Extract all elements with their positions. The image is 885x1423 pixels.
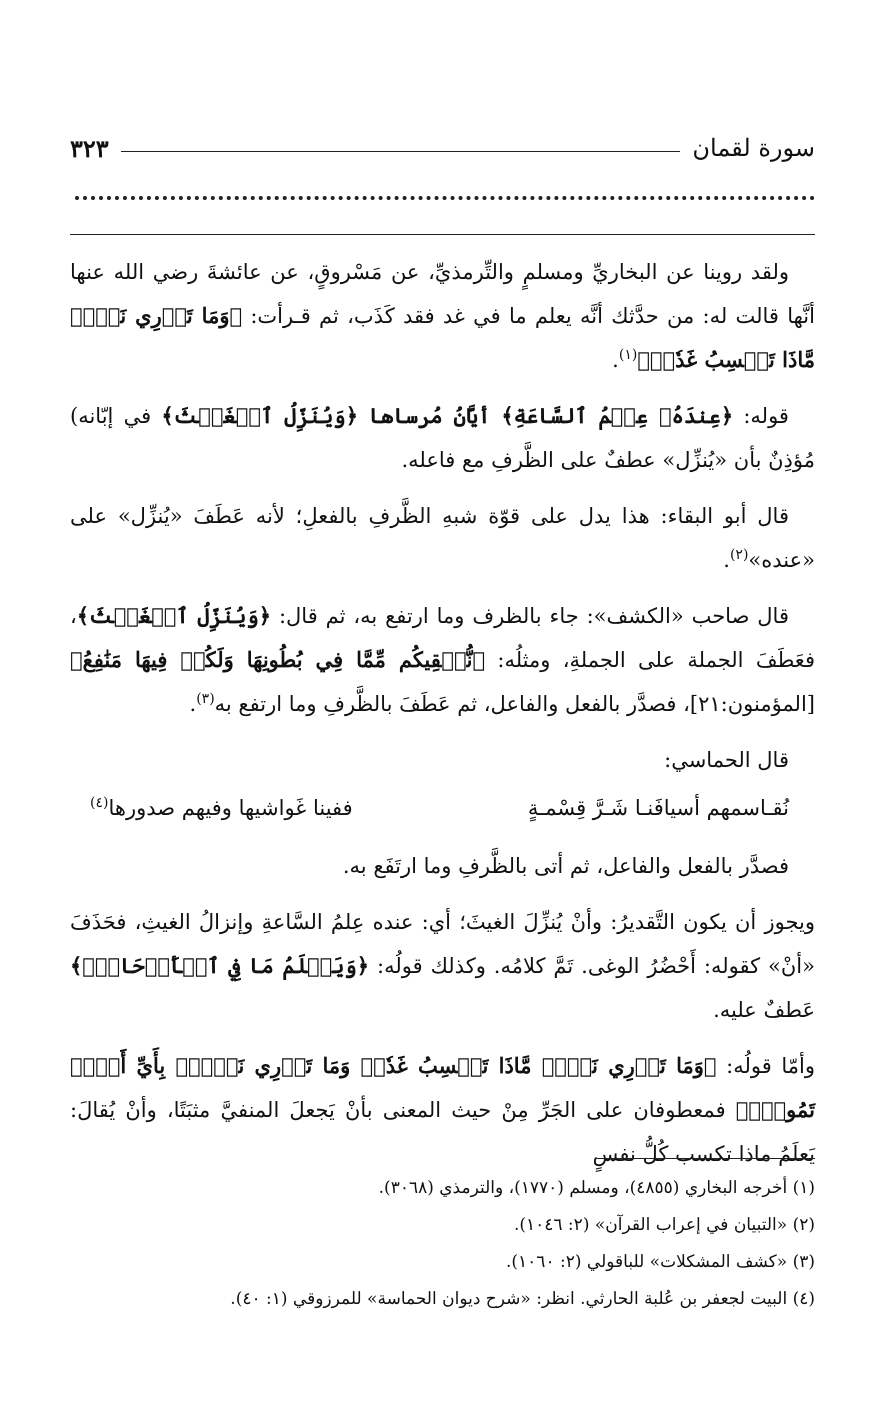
header-divider	[70, 234, 815, 235]
quran-quote: ﴿عِندَهُۥ عِلۡمُ ٱلسَّاعَةِ﴾	[501, 403, 734, 428]
text: قال الحماسي:	[664, 748, 789, 772]
text: قال أبو البقاء: هذا يدل على قوّة شبهِ الظَّرفِ بالفعلِ؛ لأنه عَطَفَ «يُنزِّل» على «عنده»	[70, 504, 815, 572]
footnote-ref[interactable]: (٣)	[196, 691, 215, 707]
text: ففينا غَواشيها وفيهم صدورها	[108, 796, 353, 820]
text: وأمّا قولُه:	[716, 1054, 815, 1078]
text: فمعطوفان على الجَرِّ مِنْ حيث المعنى بأنْ يَجعلَ المنفيَّ مثبَتًا، وأنْ يُقالَ: يَعلَمُ ماذا تكسب كُلُّ نفسٍ	[70, 1098, 815, 1166]
first-hemistich: نُقـاسمهم أسيافَنـا شَـرَّ قِسْمـةٍ	[527, 796, 789, 820]
paragraph-4	[70, 594, 815, 726]
text: فصدَّر بالفعل والفاعل، ثم أتى بالظَّرفِ وما ارتَفَع به.	[342, 854, 789, 878]
running-head	[70, 128, 815, 168]
text: .	[612, 348, 619, 372]
main-text	[70, 250, 815, 1188]
quran-quote: ﴿وَمَا تَدۡرِي نَفۡسٞ مَّاذَا تَكۡسِبُ غَدٗاۖ وَمَا تَدۡرِي نَفۡسُۢ بِأَيِّ أَرۡضٖ تَمُوتُۚ﴾	[70, 1053, 815, 1122]
footnote-ref[interactable]: (٤)	[90, 795, 109, 811]
paragraph-8	[70, 1044, 815, 1176]
text: قال صاحب «الكشف»: جاء بالظرف وما ارتفع به، ثم قال:	[271, 604, 789, 628]
page-number: ٣٢٣	[70, 133, 109, 163]
text: ولقد روينا عن البخاريِّ ومسلمٍ والتِّرمذيِّ، عن مَسْروقٍ، عن عائشةَ رضي الله عنها أنَّها قالت له: من حدَّثك أنَّه يعلم ما في غد فقد كَذَب، ثم قـرأت:	[70, 260, 815, 328]
footnote-ref[interactable]: (١)	[618, 347, 638, 363]
quran-quote: ﴿وَيُنَزِّلُ ٱلۡغَيۡثَ﴾	[161, 403, 358, 428]
paragraph-7	[70, 900, 815, 1032]
footnote-ref[interactable]: (٢)	[729, 547, 749, 563]
paragraph-3	[70, 494, 815, 582]
text: [المؤمنون:٢١]، فصدَّر بالفعل والفاعل، ثم عَطَفَ بالظَّرفِ وما ارتفع به	[214, 692, 815, 716]
dotted-separator	[75, 196, 815, 200]
quran-quote: ﴿وَيُنَزِّلُ ٱلۡغَيۡثَ﴾	[76, 603, 272, 628]
footnote-2: (٢) «التبيان في إعراب القرآن» (٢: ١٠٤٦).	[513, 1215, 815, 1235]
footnote-3: (٣) «كشف المشكلات» للباقولي (٢: ١٠٦٠).	[506, 1252, 815, 1272]
text: أيَّانُ مُرساها	[358, 403, 502, 428]
text: في إبّانه) مُؤذِنٌ بأن «يُنزِّل» عطفٌ على الظَّرفِ مع فاعله.	[70, 404, 815, 472]
paragraph-1	[70, 250, 815, 382]
paragraph-5	[70, 738, 815, 782]
surah-title: سورة لقمان	[692, 134, 815, 162]
footnotes	[70, 1170, 815, 1318]
text: ويجوز أن يكون التَّقديرُ: وأنْ يُنزِّلَ الغيثَ؛ أي: عنده عِلمُ السَّاعةِ وإنزالُ الغيثِ، فحَذَفَ «أنْ» كقوله: أَحْضُرُ الوغى. تَمَّ كلامُه. وكذلك قولُه:	[70, 910, 815, 978]
text: ، فعَطَفَ الجملة على الجملةِ، ومثلُه:	[70, 604, 815, 672]
quran-quote: ﴿وَيَعۡلَمُ مَا فِي ٱلۡأَرۡحَامِۖ﴾	[70, 953, 370, 978]
text: قوله:	[733, 404, 789, 428]
text: .	[189, 692, 197, 716]
text: .	[723, 548, 730, 572]
footnote-1: (١) أخرجه البخاري (٤٨٥٥)، ومسلم (١٧٧٠)، والترمذي (٣٠٦٨).	[378, 1178, 815, 1198]
poetry-verse	[70, 786, 815, 830]
second-hemistich	[90, 786, 353, 830]
paragraph-6	[70, 844, 815, 888]
footnote-separator	[595, 1158, 815, 1159]
footnote-4: (٤) البيت لجعفر بن عُلبة الحارثي. انظر: «شرح ديوان الحماسة» للمرزوقي (١: ٤٠).	[230, 1289, 815, 1309]
paragraph-2	[70, 394, 815, 482]
header-rule	[121, 151, 681, 152]
text: عَطفٌ عليه.	[713, 998, 815, 1022]
quran-quote: ﴿نُّسۡقِيكُم مِّمَّا فِي بُطُونِهَا وَلَكُمۡ فِيهَا مَنَٰفِعُ﴾	[70, 647, 486, 672]
quran-quote: ﴿وَمَا تَدۡرِي نَفۡسٞ مَّاذَا تَكۡسِبُ غَدٗاۖ﴾	[70, 303, 815, 372]
